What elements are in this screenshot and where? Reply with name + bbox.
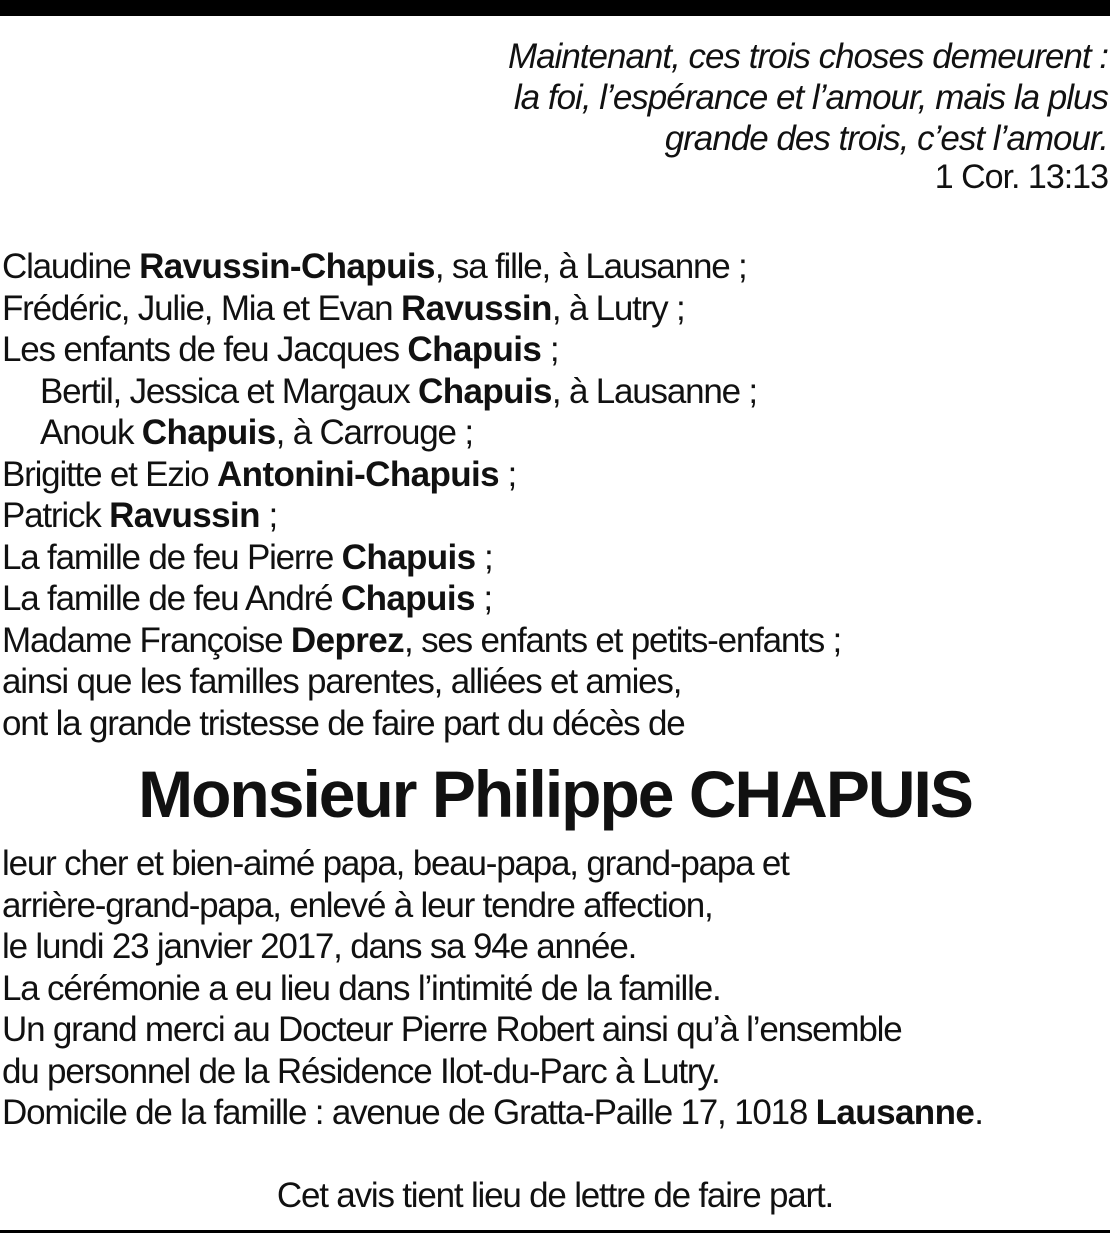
family-text: Madame Françoise [2, 620, 291, 660]
family-text: , sa fille, à Lausanne ; [434, 247, 747, 286]
closing-line: ainsi que les familles parentes, alliées et amies, [2, 662, 682, 701]
family-text: ; [475, 537, 493, 577]
body-line: Un grand merci au Docteur Pierre Robert ainsi qu’à l’ensemble [2, 1010, 902, 1049]
family-line [2, 578, 841, 620]
announcement-body [2, 843, 983, 1134]
family-surname: Chapuis [341, 537, 476, 577]
family-text: , à Lausanne ; [551, 371, 757, 411]
family-surname: Ravussin-Chapuis [139, 247, 435, 286]
family-surname: Chapuis [407, 330, 542, 369]
body-line: du personnel de la Résidence Ilot-du-Parc à Lutry. [2, 1051, 720, 1091]
family-line [2, 620, 841, 662]
family-text: , à Carrouge ; [275, 413, 473, 452]
family-list [2, 246, 841, 744]
family-line [2, 454, 841, 496]
quote-line-2: la foi, l’espérance et l’amour, mais la plus [513, 78, 1108, 117]
family-surname: Chapuis [340, 579, 475, 618]
family-surname: Deprez [290, 620, 405, 660]
body-line: le lundi 23 janvier 2017, dans sa 94e année. [2, 927, 637, 966]
family-line [2, 495, 841, 537]
family-surname: Chapuis [418, 371, 552, 411]
address-text: Domicile de la famille : avenue de Gratta-Paille 17, 1018 [2, 1093, 816, 1132]
family-line [2, 329, 841, 371]
family-surname: Ravussin [400, 288, 552, 328]
family-text: , ses enfants et petits-enfants ; [404, 620, 842, 660]
family-address-line [2, 1092, 983, 1134]
family-surname: Ravussin [109, 496, 260, 535]
family-text: Patrick [2, 496, 110, 535]
family-text: Bertil, Jessica et Margaux [40, 371, 419, 411]
body-line: leur cher et bien-aimé papa, beau-papa, grand-papa et [2, 844, 789, 883]
family-line-indented [2, 371, 841, 413]
deceased-name-heading: Monsieur Philippe CHAPUIS [138, 757, 972, 831]
body-line: arrière-grand-papa, enlevé à leur tendre affection, [2, 885, 713, 925]
family-line [2, 246, 841, 288]
family-text: ; [499, 454, 517, 494]
quote-line-3: grande des trois, c’est l’amour. [664, 119, 1108, 158]
family-line [2, 288, 841, 330]
family-line-indented [2, 412, 841, 454]
quote-reference: 1 Cor. 13:13 [934, 158, 1108, 196]
quote-line-1: Maintenant, ces trois choses demeurent : [507, 37, 1108, 76]
family-text: Frédéric, Julie, Mia et Evan [2, 288, 401, 328]
family-text: , à Lutry ; [551, 288, 685, 328]
top-border-rule [0, 0, 1110, 16]
address-end: . [974, 1093, 983, 1132]
family-line [2, 537, 841, 579]
bible-quote-epigraph [508, 36, 1108, 198]
family-text: ; [259, 496, 277, 535]
closing-line: ont la grande tristesse de faire part du décès de [2, 703, 685, 743]
family-text: Claudine [2, 247, 140, 286]
family-text: La famille de feu André [2, 579, 341, 618]
family-text: ; [474, 579, 492, 618]
address-city: Lausanne [815, 1093, 975, 1132]
family-text: Les enfants de feu Jacques [2, 330, 408, 369]
footer-note: Cet avis tient lieu de lettre de faire part. [276, 1176, 834, 1215]
family-surname: Antonini-Chapuis [216, 454, 500, 494]
family-text: Anouk [40, 413, 142, 452]
bottom-border-rule [0, 1230, 1110, 1233]
family-text: ; [541, 330, 559, 369]
family-text: La famille de feu Pierre [2, 537, 342, 577]
family-surname: Chapuis [141, 413, 276, 452]
family-text: Brigitte et Ezio [2, 454, 217, 494]
body-line: La cérémonie a eu lieu dans l’intimité de la famille. [2, 968, 721, 1008]
